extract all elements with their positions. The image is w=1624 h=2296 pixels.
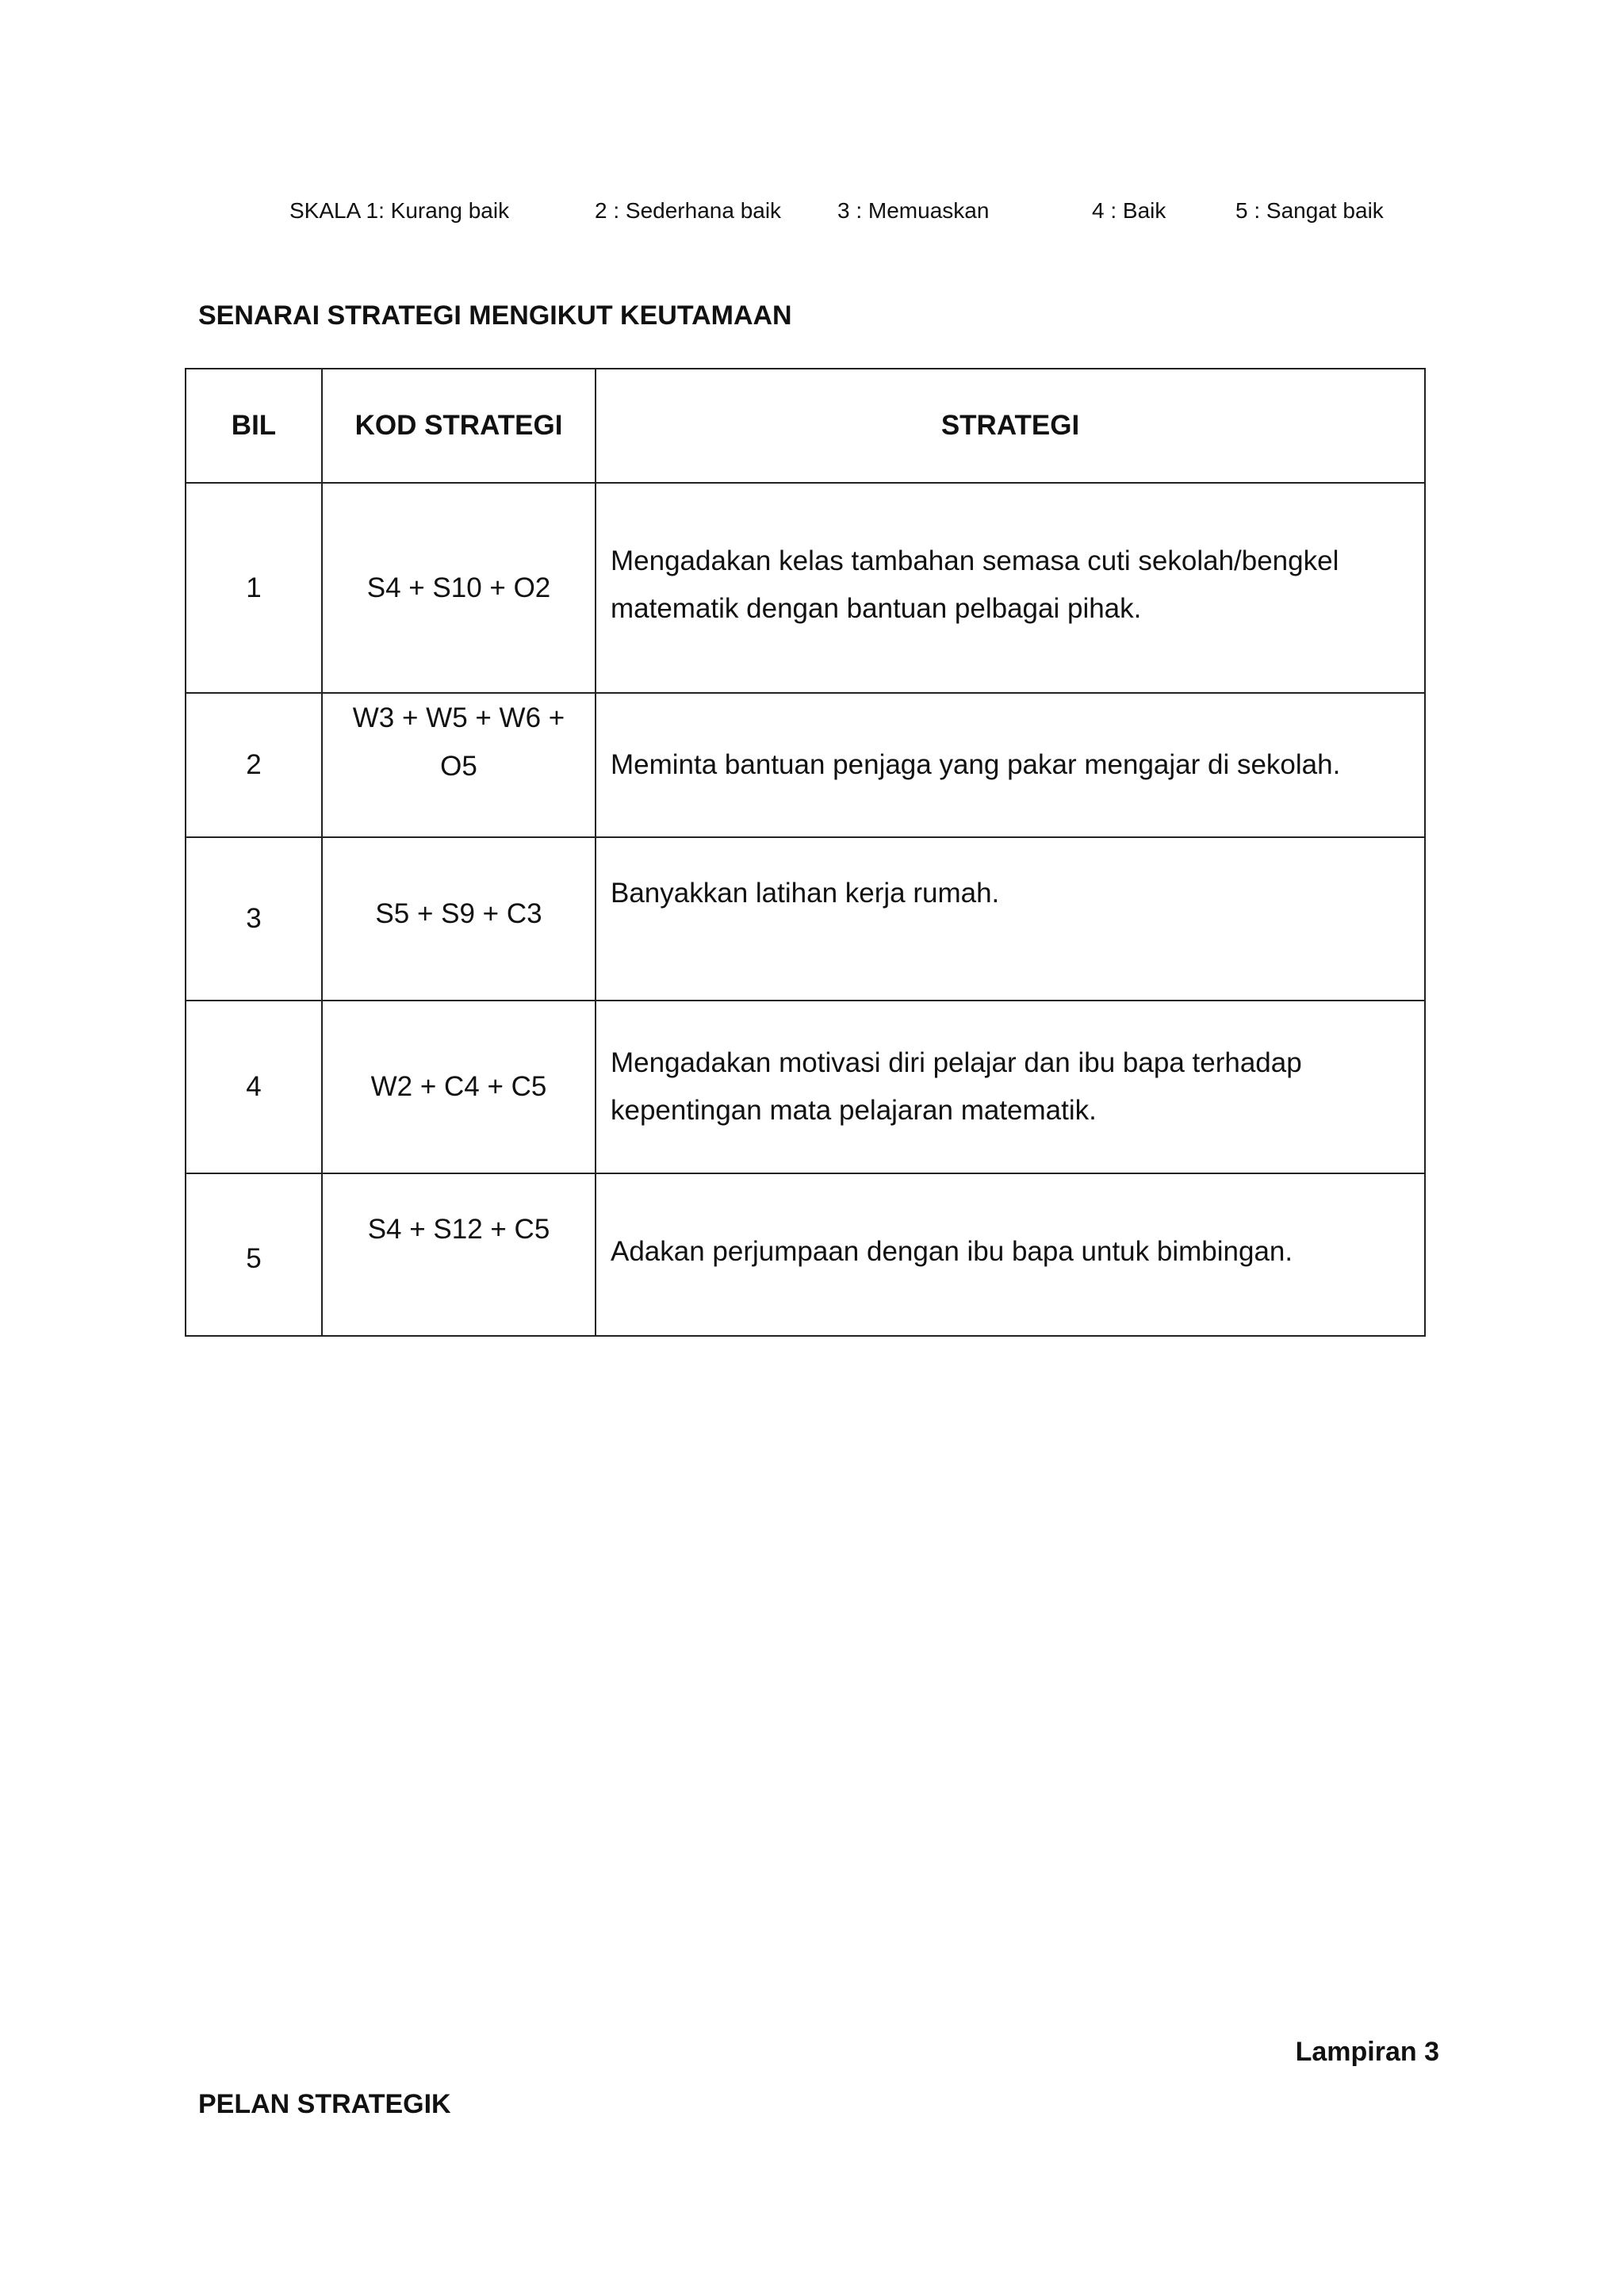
table-row bbox=[186, 837, 1425, 1001]
row-strategi: Banyakkan latihan kerja rumah. bbox=[596, 837, 1425, 1001]
header-kod-strategi: KOD STRATEGI bbox=[322, 369, 596, 483]
row-kod: S4 + S12 + C5 bbox=[322, 1173, 596, 1336]
scale-item-2: 2 : Sederhana baik bbox=[595, 198, 782, 223]
lampiran-label: Lampiran 3 bbox=[1295, 2037, 1439, 2067]
scale-item-5: 5 : Sangat baik bbox=[1235, 198, 1384, 223]
next-section-title: PELAN STRATEGIK bbox=[198, 2089, 451, 2119]
row-bil: 4 bbox=[186, 1001, 322, 1173]
row-strategi: Adakan perjumpaan dengan ibu bapa untuk bimbingan. bbox=[596, 1173, 1425, 1336]
table-row bbox=[186, 693, 1425, 837]
table-row bbox=[186, 1173, 1425, 1336]
row-kod: S4 + S10 + O2 bbox=[322, 483, 596, 693]
header-bil: BIL bbox=[186, 369, 322, 483]
row-strategi: Mengadakan motivasi diri pelajar dan ibu bapa terhadap kepentingan mata pelajaran matematik. bbox=[596, 1001, 1425, 1173]
row-bil: 5 bbox=[186, 1173, 322, 1336]
row-kod: W2 + C4 + C5 bbox=[322, 1001, 596, 1173]
scale-item-4: 4 : Baik bbox=[1092, 198, 1166, 223]
row-kod: S5 + S9 + C3 bbox=[322, 837, 596, 1001]
table-header-row bbox=[186, 369, 1425, 483]
row-bil: 1 bbox=[186, 483, 322, 693]
strategy-table bbox=[185, 368, 1424, 1337]
header-strategi: STRATEGI bbox=[596, 369, 1425, 483]
row-strategi: Meminta bantuan penjaga yang pakar mengajar di sekolah. bbox=[596, 693, 1425, 837]
scale-item-1: SKALA 1: Kurang baik bbox=[289, 198, 510, 223]
table-row bbox=[186, 483, 1425, 693]
row-kod: W3 + W5 + W6 + O5 bbox=[322, 693, 596, 837]
table-row bbox=[186, 1001, 1425, 1173]
row-bil: 3 bbox=[186, 837, 322, 1001]
row-strategi: Mengadakan kelas tambahan semasa cuti sekolah/bengkel matematik dengan bantuan pelbagai pihak. bbox=[596, 483, 1425, 693]
section-title: SENARAI STRATEGI MENGIKUT KEUTAMAAN bbox=[198, 300, 792, 331]
row-bil: 2 bbox=[186, 693, 322, 837]
scale-item-3: 3 : Memuaskan bbox=[837, 198, 990, 223]
